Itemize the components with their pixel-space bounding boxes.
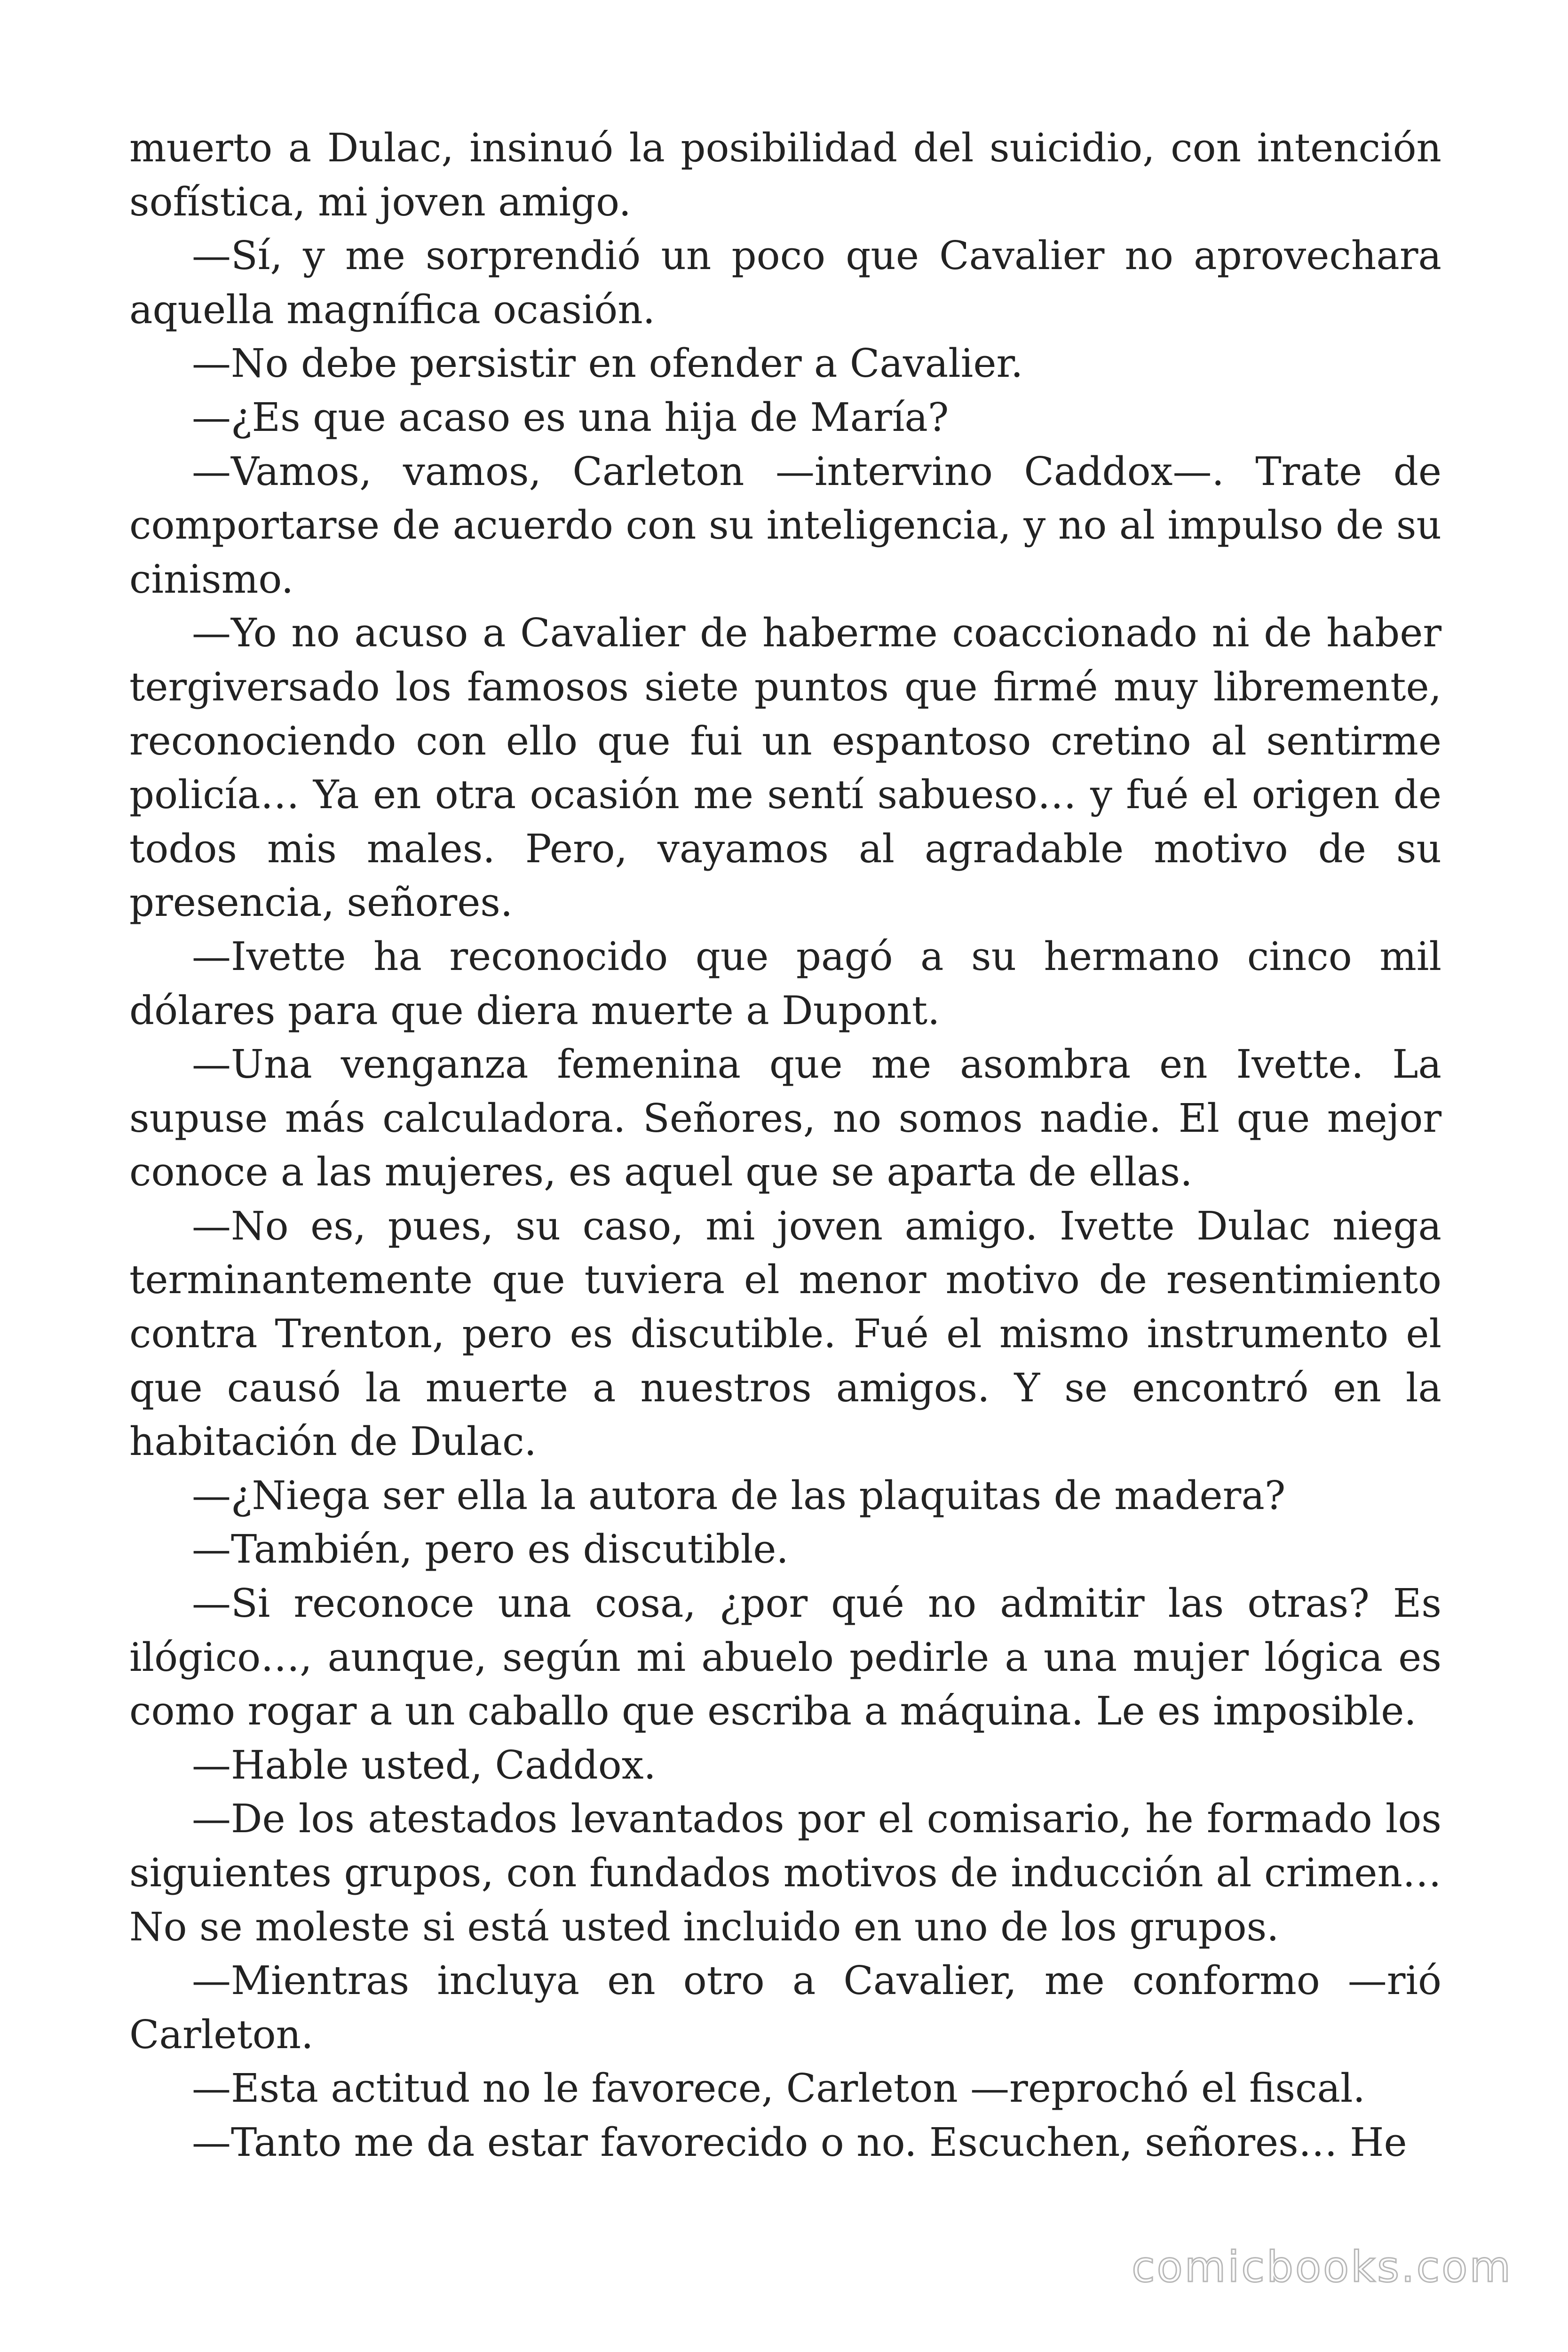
paragraph: muerto a Dulac, insinuó la posibilidad del suicidio, con intención sofística, mi joven amigo. xyxy=(129,125,1441,225)
paragraph: —Ivette ha reconocido que pagó a su hermano cinco mil dólares para que diera muerte a Dupont. xyxy=(129,933,1441,1033)
paragraph: —Sí, y me sorprendió un poco que Cavalier no aprovechara aquella magnífica ocasión. xyxy=(129,233,1441,333)
paragraph: —Mientras incluya en otro a Cavalier, me conformo —rió Carleton. xyxy=(129,1958,1441,2058)
paragraph: —Si reconoce una cosa, ¿por qué no admitir las otras? Es ilógico…, aunque, según mi abuelo pedirle a una mujer lógica es como rogar a un caballo que escriba a máquina. Le es imposible. xyxy=(129,1581,1441,1734)
paragraph: —No es, pues, su caso, mi joven amigo. Ivette Dulac niega terminantemente que tuviera el menor motivo de resentimiento contra Trenton, pero es discutible. Fué el mismo instrumento el que causó la muerte a nuestros amigos. Y se encontró en la habitación de Dulac. xyxy=(129,1203,1441,1465)
paragraph: —¿Es que acaso es una hija de María? xyxy=(192,394,949,440)
page-body xyxy=(129,121,1441,2170)
paragraph: —Hable usted, Caddox. xyxy=(192,1742,656,1788)
paragraph: —Una venganza femenina que me asombra en Ivette. La supuse más calculadora. Señores, no somos nadie. El que mejor conoce a las mujeres, es aquel que se aparta de ellas. xyxy=(129,1041,1441,1195)
paragraph: —De los atestados levantados por el comisario, he formado los siguientes grupos, con fundados motivos de inducción al crimen… No se moleste si está usted incluido en uno de los grupos. xyxy=(129,1796,1441,1950)
paragraph: —No debe persistir en ofender a Cavalier. xyxy=(192,341,1023,387)
paragraph: —Esta actitud no le favorece, Carleton —reprochó el fiscal. xyxy=(192,2066,1365,2112)
paragraph: —Yo no acuso a Cavalier de haberme coaccionado ni de haber tergiversado los famosos siete puntos que firmé muy libremente, reconociendo con ello que fui un espantoso cretino al sentirme policía… Ya en otra ocasión me sentí sabueso… y fué el origen de todos mis males. Pero, vayamos al agradable motivo de su presencia, señores. xyxy=(129,610,1441,926)
paragraph: —Tanto me da estar favorecido o no. Escuchen, señores… He xyxy=(192,2119,1407,2165)
paragraph: —¿Niega ser ella la autora de las plaquitas de madera? xyxy=(192,1472,1286,1518)
paragraph: —También, pero es discutible. xyxy=(192,1526,789,1573)
paragraph: —Vamos, vamos, Carleton —intervino Caddox—. Trate de comportarse de acuerdo con su inteligencia, y no al impulso de su cinismo. xyxy=(129,448,1441,602)
watermark: comicbooks.com xyxy=(1132,2242,1513,2292)
